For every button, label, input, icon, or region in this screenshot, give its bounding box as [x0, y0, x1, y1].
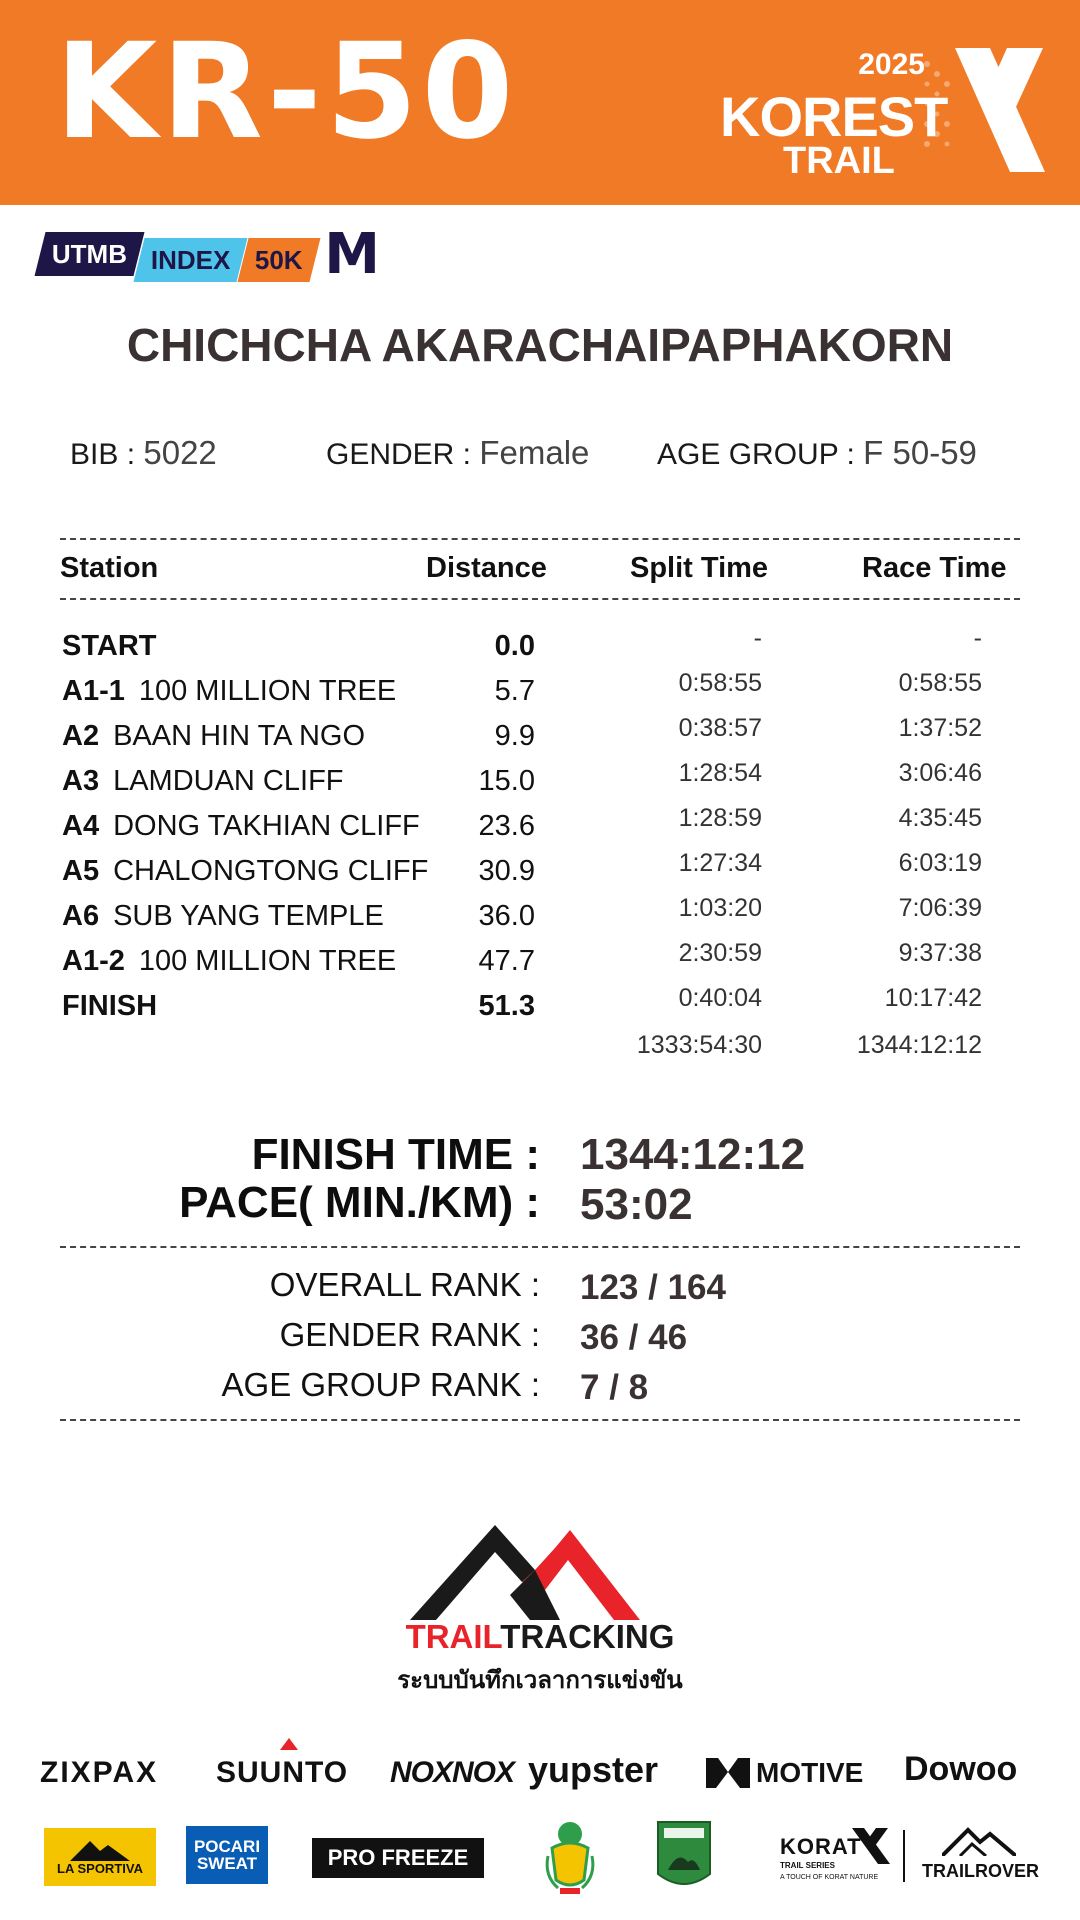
province-emblem-icon	[540, 1816, 600, 1896]
station-distance: 0.0	[494, 630, 535, 662]
split-time-total: 1333:54:30	[636, 1031, 762, 1059]
pace-value: 53:02	[580, 1180, 693, 1229]
brand-name: KOREST	[720, 85, 948, 148]
trailrover-label: TRAILROVER	[922, 1861, 1039, 1881]
finish-time-value: 1344:12:12	[580, 1130, 806, 1179]
overall-rank-label: OVERALL RANK :	[269, 1266, 540, 1303]
station-name: SUB YANG TEMPLE	[113, 900, 384, 932]
divider	[60, 538, 1020, 540]
table-row	[0, 624, 1080, 670]
station-code: FINISH	[62, 990, 158, 1022]
station-distance: 15.0	[478, 765, 535, 797]
runner-name: CHICHCHA AKARACHAIPAPHAKORN	[126, 319, 954, 371]
bib-value: 5022	[143, 434, 217, 471]
gender-rank-label: GENDER RANK :	[279, 1316, 540, 1353]
table-row	[0, 984, 1080, 1030]
table-row	[0, 759, 1080, 805]
station-distance: 30.9	[478, 855, 535, 887]
race-time: 10:17:42	[884, 984, 982, 1012]
table-row	[0, 939, 1080, 985]
race-time-total: 1344:12:12	[856, 1031, 982, 1059]
header-distance: Distance	[426, 552, 547, 584]
trailtracking-red: TRAIL	[405, 1618, 501, 1655]
event-code: KR-50	[55, 15, 518, 169]
station-distance: 23.6	[478, 810, 535, 842]
header-station: Station	[60, 552, 159, 584]
sponsor-suunto	[216, 1758, 348, 1788]
sponsor-pro-freeze: PRO FREEZE	[312, 1838, 484, 1878]
split-time: 0:38:57	[678, 714, 762, 742]
table-row	[0, 714, 1080, 760]
sponsor-trailrover	[920, 1826, 1040, 1886]
korat-tagline: A TOUCH OF KORAT NATURE	[780, 1874, 879, 1881]
pace-label: PACE( MIN./KM) :	[179, 1178, 540, 1227]
sponsor-motive	[706, 1758, 863, 1788]
suunto-triangle-icon	[280, 1738, 298, 1750]
race-time: -	[973, 624, 982, 652]
header-split-time: Split Time	[630, 552, 769, 584]
gender-rank-value: 36 / 46	[580, 1318, 688, 1357]
utmb-category-label: 50K	[254, 244, 303, 275]
korat-label: KORAT	[780, 1834, 862, 1859]
brand-year: 2025	[858, 48, 925, 81]
divider	[60, 598, 1020, 600]
station-name: CHALONGTONG CLIFF	[113, 855, 429, 887]
sponsor-yupster: yupster	[528, 1749, 659, 1790]
station-name: LAMDUAN CLIFF	[113, 765, 344, 797]
sponsor-la-sportiva-label: LA SPORTIVA	[57, 1860, 143, 1876]
sponsor-zixpax: ZIXPAX	[40, 1756, 159, 1789]
park-badge-icon	[654, 1818, 714, 1894]
korat-series-label: TRAIL SERIES	[780, 1861, 835, 1870]
age-group-value: F 50-59	[863, 434, 977, 471]
race-time: 4:35:45	[898, 804, 982, 832]
trailtracking-black: TRACKING	[500, 1618, 675, 1655]
race-time: 6:03:19	[898, 849, 982, 877]
split-time: 1:27:34	[678, 849, 762, 877]
station-code: A6	[62, 900, 100, 932]
race-time: 3:06:46	[898, 759, 982, 787]
sponsor-korat-trail-series	[780, 1826, 890, 1886]
station-name: 100 MILLION TREE	[138, 675, 397, 707]
utmb-index-badge	[40, 221, 380, 287]
gender-info	[326, 434, 589, 472]
table-row	[0, 894, 1080, 940]
station-distance: 36.0	[478, 900, 535, 932]
station-name: 100 MILLION TREE	[138, 945, 397, 977]
race-time: 9:37:38	[898, 939, 982, 967]
sponsor-noxnox: NOXNOX	[390, 1756, 515, 1789]
split-time: -	[753, 624, 762, 652]
age-group-rank-value: 7 / 8	[580, 1368, 649, 1407]
station-name: BAAN HIN TA NGO	[113, 720, 366, 752]
table-row	[0, 669, 1080, 715]
station-distance: 5.7	[494, 675, 535, 707]
split-time: 0:58:55	[678, 669, 762, 697]
divider	[60, 1246, 1020, 1248]
finish-time-label: FINISH TIME :	[251, 1130, 540, 1179]
race-time: 0:58:55	[898, 669, 982, 697]
trailrover-mountain-icon	[942, 1826, 1016, 1856]
table-row-total	[0, 1031, 1080, 1077]
table-row	[0, 804, 1080, 850]
table-row	[0, 849, 1080, 895]
divider	[60, 1419, 1020, 1421]
gender-value: Female	[479, 434, 590, 471]
trailtracking-wordmark	[0, 1618, 1080, 1656]
split-time: 0:40:04	[678, 984, 762, 1012]
station-code: START	[62, 630, 157, 662]
trailtracking-subtitle: ระบบบันทึกเวลาการแข่งขัน	[397, 1667, 683, 1694]
header-race-time: Race Time	[862, 552, 1007, 584]
split-time: 1:28:59	[678, 804, 762, 832]
age-group-rank-label: AGE GROUP RANK :	[221, 1366, 540, 1403]
bib-label: BIB :	[70, 438, 136, 471]
station-code: A5	[62, 855, 100, 887]
station-name: DONG TAKHIAN CLIFF	[113, 810, 420, 842]
sponsor-suunto-label: SUUNTO	[216, 1756, 349, 1789]
bib-info	[70, 434, 217, 472]
station-code: A1-2	[62, 945, 125, 977]
la-sportiva-mountain-icon	[70, 1839, 130, 1861]
motive-m-icon	[706, 1758, 750, 1788]
race-time: 7:06:39	[898, 894, 982, 922]
race-time: 1:37:52	[898, 714, 982, 742]
brand-sub: TRAIL	[783, 140, 895, 182]
station-distance: 47.7	[478, 945, 535, 977]
overall-rank-value: 123 / 164	[580, 1268, 726, 1307]
station-code: A2	[62, 720, 100, 752]
utmb-label: UTMB	[52, 238, 128, 269]
utmb-index-label: INDEX	[151, 244, 231, 275]
korat-x-icon	[850, 1828, 890, 1864]
sponsor-la-sportiva	[44, 1828, 156, 1886]
split-time: 1:03:20	[678, 894, 762, 922]
sponsor-separator	[903, 1830, 905, 1882]
sponsor-dowoo: Dowoo	[904, 1750, 1018, 1788]
station-code: A4	[62, 810, 100, 842]
station-code: A1-1	[62, 675, 125, 707]
gender-label: GENDER :	[326, 438, 472, 471]
sponsor-motive-label: MOTIVE	[756, 1757, 864, 1788]
utmb-m-icon: M	[324, 221, 380, 287]
station-distance: 51.3	[478, 990, 535, 1022]
split-time: 1:28:54	[678, 759, 762, 787]
split-time: 2:30:59	[678, 939, 762, 967]
korest-trail-logo	[715, 40, 1045, 180]
age-group-label: AGE GROUP :	[657, 438, 855, 471]
sponsor-pocari-sweat: POCARI SWEAT	[186, 1826, 268, 1884]
station-code: A3	[62, 765, 100, 797]
age-group-info	[657, 434, 977, 472]
trailtracking-mountain-icon	[410, 1520, 670, 1620]
station-distance: 9.9	[494, 720, 535, 752]
